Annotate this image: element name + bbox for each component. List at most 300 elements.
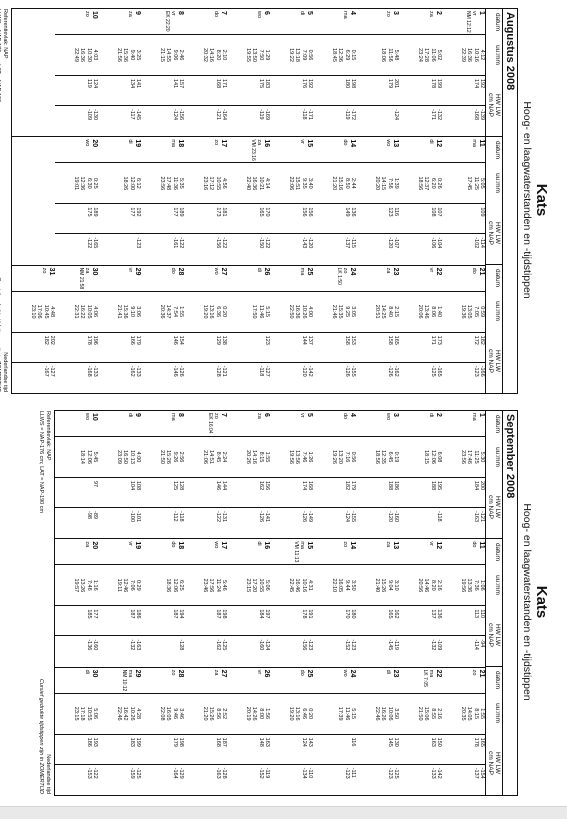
header-levels [487,477,501,537]
lw-cell [141,508,184,538]
tide-time: 22:46 [373,706,380,721]
tide-time: 14:51 [208,450,215,464]
tide-time: 13:26 [79,578,86,593]
high-water-level: 185 [85,609,92,619]
weekday: wo [84,139,90,147]
hw-cell [270,606,313,636]
weekday: zo [213,413,219,419]
tide-time: 10:55 [257,578,264,593]
day-row [442,266,485,393]
low-water-level: -120 [307,237,313,249]
high-water-level: 191 [307,609,313,619]
high-water-level: 113 [472,609,479,619]
tide-time: 0:26 [436,177,442,189]
low-water-level: -156 [178,109,184,121]
tide-time: 17:06 [36,304,43,319]
low-water-level: -132 [128,639,135,651]
weekday: ma [299,541,305,549]
high-water-level: 175 [85,207,92,217]
lw-cell [55,508,98,538]
tide-time: 23:46 [201,578,208,593]
low-water-level: -162 [128,365,135,377]
day-number: 26 [263,267,270,276]
time-cell [227,437,270,478]
high-water-level: 97 [92,481,98,488]
high-water-level: 187 [128,609,135,619]
weekday: zo [170,669,176,676]
day-cell [184,266,227,292]
weekday: ma [127,669,133,678]
day-cell [98,9,141,35]
hw-cell [184,333,227,363]
weekday: wo [256,11,262,19]
day-row [399,266,442,393]
time-cell [313,694,356,735]
low-water-level: -160 [393,511,399,523]
tide-time: 19:20 [201,304,208,319]
day-cell [227,9,270,35]
hw-cell [270,478,313,508]
day-column [55,668,485,795]
tide-time: 17:20 [251,578,258,593]
day-row [141,539,184,666]
time-cell [141,292,184,333]
low-water-level: -123 [307,639,313,651]
weekday: wo [213,541,219,549]
lw-cell [55,636,98,666]
tide-time: 17:28 [423,48,430,62]
month-heading: Augustus 2008 [502,9,517,393]
day-column [55,539,485,667]
tide-time: 0:19 [393,451,399,463]
weekday: za [256,139,262,146]
tide-time: 14:37 [165,304,172,319]
hw-cell [270,735,313,765]
tide-time: 7:09 [300,49,307,61]
low-water-level: -156 [300,639,307,651]
low-water-level: -119 [343,109,350,120]
high-water-level: 173 [436,335,442,345]
time-cell [141,35,184,76]
lw-cell [55,363,98,393]
time-cell [98,163,141,204]
lw-cell [442,234,485,264]
weekday: di [256,541,262,546]
tide-time: 16:46 [294,578,301,593]
hw-cell [55,333,98,363]
lw-cell [442,636,485,666]
day-cell [399,539,442,565]
high-water-level: 198 [178,737,184,747]
tide-time: 4:28 [135,708,141,720]
lw-cell [141,765,184,795]
tide-time: 2:16 [436,708,442,720]
tide-time: 15:36 [122,304,129,319]
day-cell [356,137,399,163]
high-water-level: 183 [128,737,135,747]
day-cell [55,539,98,565]
tide-time: 21:56 [115,48,122,62]
tide-time: 0:20 [221,306,227,318]
weekday: wo [84,413,90,421]
high-water-level: 188 [429,481,436,491]
low-water-level: -124 [343,511,350,523]
time-cell [98,437,141,478]
lw-cell [184,234,227,264]
hw-cell [442,204,485,234]
low-water-level: -125 [429,365,436,377]
day-row [184,539,227,666]
low-water-level: -122 [221,237,227,249]
lw-cell [227,234,270,264]
day-row [98,137,141,264]
day-cell [442,539,485,565]
tide-time: 1:55 [264,451,270,463]
time-cell [270,35,313,76]
low-water-level: -163 [135,639,141,651]
low-water-level: -119 [393,639,399,650]
hw-cell [141,204,184,234]
weekday: vr [299,139,305,144]
day-row [98,668,141,795]
tide-time: 12:06 [171,578,178,593]
low-water-level: -119 [257,109,264,120]
high-water-level: 182 [42,335,49,345]
tide-time: 13:16 [208,304,215,319]
hw-cell [356,333,399,363]
day-cell [356,539,399,565]
tide-time: 2:56 [178,451,184,463]
low-water-level: -161 [171,237,178,249]
tide-time: 7:06 [128,579,135,591]
high-water-level: 186 [393,481,399,491]
day-cell [313,9,356,35]
day-number: 1 [478,11,485,15]
page-title: Kats [533,585,550,619]
high-water-level: 177 [128,207,135,217]
low-water-level: -143 [300,237,307,249]
day-cell [184,668,227,694]
tide-time: 5:45 [92,451,98,463]
high-water-level: 141 [171,79,178,89]
lw-cell [313,234,356,264]
weekday: di [127,413,133,418]
day-number: 4 [349,11,356,15]
low-water-level: -145 [386,639,393,651]
tide-time: 20:36 [158,304,165,319]
tide-time: 7:05 [472,306,479,318]
high-water-level: 137 [307,335,313,345]
tide-time: 17:50 [251,304,258,319]
low-water-level: -122 [92,767,98,779]
tide-time: 9:04 [386,579,393,591]
tide-time: 2:46 [178,49,184,61]
time-cell [442,565,485,606]
lw-cell [356,508,399,538]
header-unit: cm NAP [487,349,494,373]
high-water-level: 149 [343,207,350,217]
low-water-level: -146 [171,365,178,377]
high-water-level: 144 [221,481,227,491]
day-column [12,266,485,393]
tide-time: 5:06 [264,579,270,591]
day-row [227,137,270,264]
high-water-level: 175 [257,79,264,89]
day-row [184,137,227,264]
day-cell [98,137,141,163]
hw-cell [442,76,485,106]
day-column [12,137,485,265]
lw-cell [184,636,227,666]
day-cell [356,266,399,292]
tide-time: 15:26 [380,578,387,593]
tide-time: 19:56 [459,578,466,593]
tide-time: 6:12 [135,177,141,189]
day-row [399,539,442,666]
tide-time: 3:40 [307,177,313,189]
day-cell [98,668,141,694]
time-cell [227,292,270,333]
day-column [55,411,485,539]
day-cell [399,266,442,292]
table-footer [0,9,8,392]
tide-time: 15:51 [294,176,301,191]
day-row [356,539,399,666]
tide-time: 17:48 [165,176,172,191]
summer-time-note [0,277,2,392]
tide-time: 19:20 [287,706,294,721]
low-water-level: -120 [386,237,393,249]
tide-time: 0:59 [479,306,485,318]
day-number: 20 [91,541,98,550]
low-water-level: -137 [343,237,350,249]
tide-time: 19:01 [72,176,79,191]
day-row [184,9,227,136]
high-water-level: 163 [264,737,270,747]
day-cell [270,9,313,35]
lw-cell [184,765,227,795]
time-cell [270,437,313,478]
day-cell [184,539,227,565]
tide-time: 1:40 [436,306,442,318]
time-cell [313,437,356,478]
tide-time: 16:05 [165,706,172,721]
tide-time: 11:25 [472,176,479,190]
moon-phase: NM 21:58 [77,267,84,290]
header-levels [487,75,501,135]
tide-time: 1:55 [178,306,184,318]
tide-time: 23:16 [201,176,208,191]
tide-time: 15:26 [165,450,172,464]
tide-time: 16:36 [251,176,258,191]
hw-cell [184,204,227,234]
hw-cell [227,478,270,508]
column-headers [485,411,502,795]
tide-time: 19:11 [115,578,122,592]
tide-time: 8:15 [257,451,264,463]
time-cell [356,35,399,76]
hw-cell [270,76,313,106]
tide-time: 1:26 [307,451,313,463]
time-note: Nederlandse tijd [2,352,8,392]
time-cell [184,292,227,333]
tide-time: 20:35 [459,706,466,721]
weekday: do [213,11,219,18]
time-cell [141,565,184,606]
high-water-level: 156 [307,207,313,217]
day-cell [98,539,141,565]
day-row [356,266,399,393]
weekday: vr [471,11,477,16]
low-water-level: -124 [264,639,270,651]
tide-time: 4:48 [49,306,55,318]
tide-time: 15:26 [208,706,215,721]
day-number: 31 [48,267,55,276]
day-number: 21 [478,669,485,678]
low-water-level: -117 [128,109,135,120]
tide-time: 6:36 [214,306,221,318]
tide-time: 9:35 [300,177,307,189]
tide-time: 18:56 [373,450,380,464]
high-water-level: 107 [436,207,442,217]
weekday: zo [213,139,219,146]
day-number: 11 [478,541,485,549]
low-water-level: -114 [479,237,485,248]
day-row [313,137,356,264]
high-water-level: 116 [393,207,399,217]
lw-cell [98,636,141,666]
tide-time: 20:20 [373,176,380,191]
low-water-level: -125 [393,767,399,779]
day-number: 7 [220,413,227,417]
header-hw: HW [494,350,501,361]
day-number: 12 [435,139,442,148]
weekday: wo [385,139,391,147]
day-number: 15 [306,541,313,550]
low-water-level: -121 [214,109,221,121]
day-columns [12,9,485,393]
lw-cell [184,508,227,538]
day-row [98,539,141,666]
tide-time: 7:46 [300,451,307,463]
day-row [399,137,442,264]
tide-time: 13:56 [294,450,301,464]
tide-time: 16:36 [466,48,473,62]
low-water-level: -159 [128,767,135,779]
weekday: za [385,267,391,274]
high-water-level: 150 [436,737,442,747]
high-water-level: 170 [264,207,270,217]
low-water-level: -94 [479,639,485,648]
time-cell [356,694,399,735]
day-number: 16 [263,541,270,550]
low-water-level: -123 [135,237,141,249]
weekday: ma [471,413,477,421]
day-row [399,668,442,795]
day-row [356,137,399,264]
header-hw: HW [494,94,501,105]
tide-time: 7:16 [343,451,350,463]
tide-time: 14:46 [423,578,430,593]
low-water-level: -89 [92,511,98,519]
high-water-level: 165 [386,609,393,619]
tide-time: 16:22 [79,304,86,319]
tide-time: 13:05 [466,304,473,319]
tide-time: 6:25 [178,579,184,591]
tide-time: 10:05 [85,304,92,319]
weekday: vr [428,267,434,273]
lw-cell [442,363,485,393]
day-cell [399,668,442,694]
day-number: 15 [306,139,313,148]
day-cell [270,411,313,437]
day-row [227,411,270,538]
weekday: za [127,11,133,17]
high-water-level: 154 [178,335,184,345]
tide-time: 8:00 [257,708,264,720]
time-cell [442,694,485,735]
weekday: ma [428,669,434,678]
high-water-level: 197 [264,609,270,619]
high-water-level: 176 [300,79,307,89]
hw-cell [141,333,184,363]
low-water-level: -172 [350,109,356,121]
tide-table [11,8,518,394]
low-water-level: -128 [178,639,184,651]
low-water-level: -149 [307,511,313,523]
day-cell [442,137,485,163]
header-lw: LW [494,234,501,244]
day-number: 10 [91,11,98,19]
tide-time: 4:56 [221,177,227,189]
tide-time: 3:10 [393,579,399,591]
day-number: 3 [392,413,399,417]
day-row [227,668,270,795]
high-water-level: 162 [257,481,264,491]
day-number: 27 [220,267,227,276]
day-number: 22 [435,669,442,678]
lw-cell [356,765,399,795]
day-cell [141,266,184,292]
low-water-level: -124 [393,109,399,121]
low-water-level: -141 [264,511,270,523]
high-water-level: 168 [214,737,221,747]
weekday: do [471,267,477,274]
tide-time: 21:46 [330,304,337,319]
high-water-level: 178 [300,609,307,619]
header-group [486,9,502,137]
day-number: 24 [349,267,356,276]
day-row [141,137,184,264]
high-water-level: 192 [307,79,313,89]
high-water-level: 138 [221,335,227,345]
tide-time: 2:24 [221,451,227,463]
low-water-level: -134 [300,767,307,779]
moon-phase: VM 23:16 [249,139,256,161]
low-water-level: -136 [85,639,92,651]
hw-cell [399,333,442,363]
day-number: 18 [177,139,184,148]
tide-time: 20:56 [416,578,423,593]
day-number: 16 [263,139,270,148]
hw-cell [98,333,141,363]
high-water-level: 108 [135,481,141,491]
high-water-level: 130 [393,737,399,747]
high-water-level: 200 [479,481,485,491]
weekday: wo [385,413,391,421]
time-cell [12,292,55,333]
high-water-level: 158 [343,335,350,345]
